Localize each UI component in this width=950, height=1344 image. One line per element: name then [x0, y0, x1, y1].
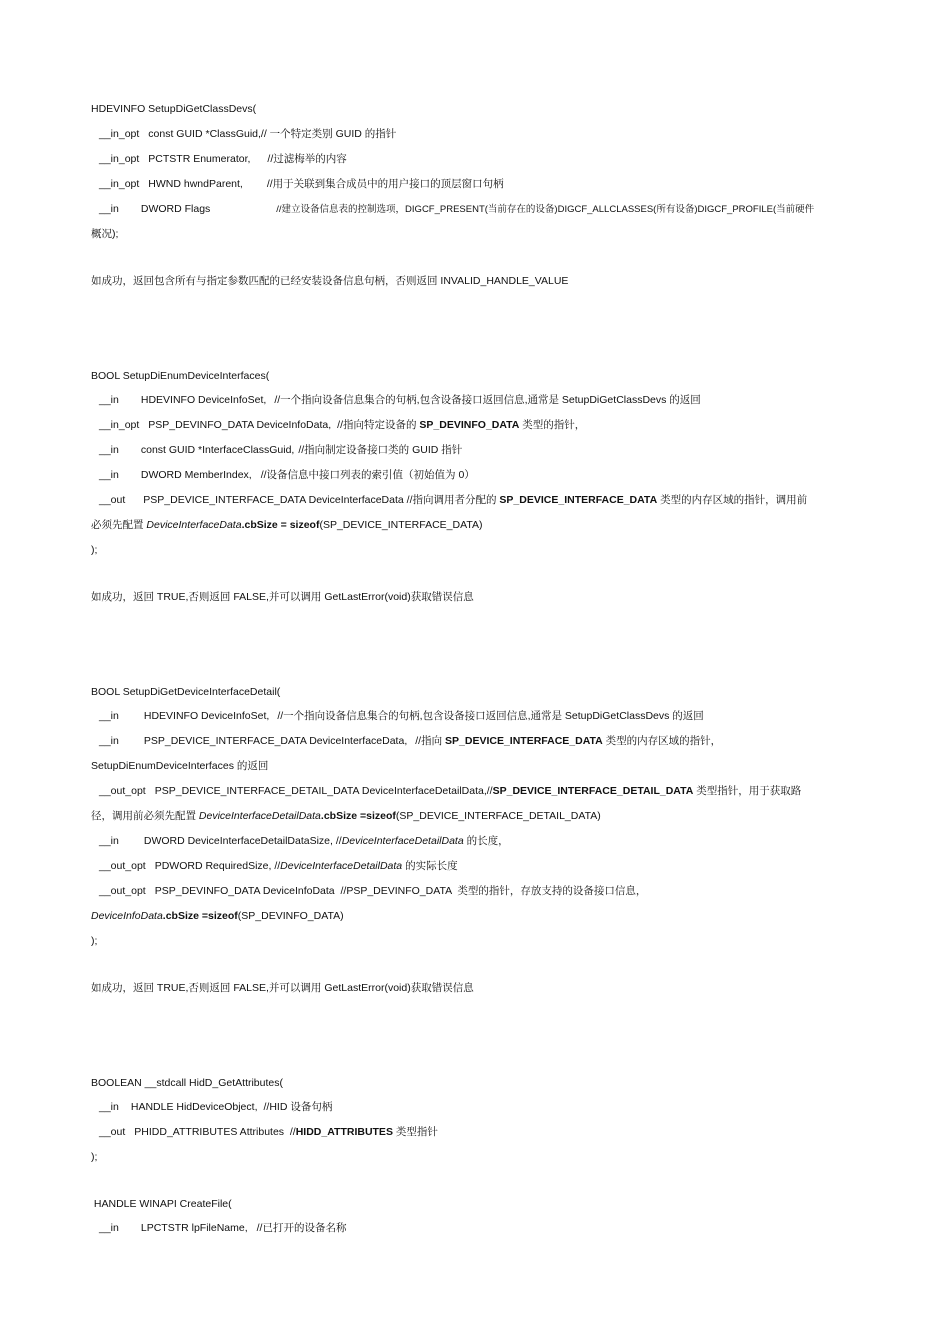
return-description: 如成功，返回包含所有与指定参数匹配的已经安装设备信息句柄，否则返回 INVALID_HANDLE_VALUE	[91, 275, 569, 287]
function-signature: BOOL SetupDiEnumDeviceInterfaces(	[91, 370, 270, 382]
param-continuation: 径，调用前必须先配置 DeviceInterfaceDetailData.cbSize =sizeof(SP_DEVICE_INTERFACE_DETAIL_DATA)	[91, 810, 601, 822]
param-line: __in PSP_DEVICE_INTERFACE_DATA DeviceInterfaceData, //指向 SP_DEVICE_INTERFACE_DATA 类型的内存区域的指针，	[99, 735, 722, 747]
param-continuation: 必须先配置 DeviceInterfaceData.cbSize = sizeof(SP_DEVICE_INTERFACE_DATA)	[91, 519, 483, 531]
param-line: __out_opt PSP_DEVINFO_DATA DeviceInfoData //PSP_DEVINFO_DATA 类型的指针，存放支持的设备接口信息，	[99, 885, 647, 897]
param-line: __in LPCTSTR lpFileName, //已打开的设备名称	[99, 1222, 347, 1234]
param-line: __in_opt const GUID *ClassGuid,// 一个特定类别 GUID 的指针	[99, 128, 397, 140]
closing-paren: );	[91, 935, 98, 947]
function-signature: BOOLEAN __stdcall HidD_GetAttributes(	[91, 1077, 283, 1089]
param-line: __in_opt PSP_DEVINFO_DATA DeviceInfoData, //指向特定设备的 SP_DEVINFO_DATA 类型的指针，	[99, 419, 586, 431]
param-line: __in DWORD DeviceInterfaceDetailDataSize, //DeviceInterfaceDetailData 的长度，	[99, 835, 509, 847]
function-signature: HANDLE WINAPI CreateFile(	[91, 1198, 232, 1210]
return-description: 如成功，返回 TRUE,否则返回 FALSE,并可以调用 GetLastError(void)获取错误信息	[91, 591, 474, 603]
param-line: __in HDEVINFO DeviceInfoSet, //一个指向设备信息集合的句柄,包含设备接口返回信息,通常是 SetupDiGetClassDevs 的返回	[99, 394, 701, 406]
param-line: __in_opt HWND hwndParent, //用于关联到集合成员中的用户接口的顶层窗口句柄	[99, 178, 504, 190]
param-line: __in HDEVINFO DeviceInfoSet, //一个指向设备信息集合的句柄,包含设备接口返回信息,通常是 SetupDiGetClassDevs 的返回	[99, 710, 704, 722]
param-continuation: DeviceInfoData.cbSize =sizeof(SP_DEVINFO_DATA)	[91, 910, 344, 922]
function-signature: BOOL SetupDiGetDeviceInterfaceDetail(	[91, 686, 281, 698]
param-line: __out_opt PDWORD RequiredSize, //DeviceInterfaceDetailData 的实际长度	[99, 860, 458, 872]
return-description: 如成功，返回 TRUE,否则返回 FALSE,并可以调用 GetLastError(void)获取错误信息	[91, 982, 474, 994]
function-signature: HDEVINFO SetupDiGetClassDevs(	[91, 103, 257, 115]
param-line: __in DWORD Flags //建立设备信息表的控制选项，DIGCF_PRESENT(当前存在的设备)DIGCF_ALLCLASSES(所有设备)DIGCF_PROFILE(当前硬件	[99, 203, 815, 215]
param-line: __in DWORD MemberIndex, //设备信息中接口列表的索引值（初始值为 0）	[99, 469, 475, 481]
closing-paren: );	[91, 1151, 98, 1163]
param-line: __out PSP_DEVICE_INTERFACE_DATA DeviceInterfaceData //指向调用者分配的 SP_DEVICE_INTERFACE_DATA 类型的内存区域的指针，调用前	[99, 494, 808, 506]
param-continuation: SetupDiEnumDeviceInterfaces 的返回	[91, 760, 269, 772]
param-continuation: 概况);	[91, 228, 119, 240]
param-line: __out_opt PSP_DEVICE_INTERFACE_DETAIL_DATA DeviceInterfaceDetailData,//SP_DEVICE_INTERFACE_DETAIL_DATA 类型指针，用于获取路	[99, 785, 802, 797]
param-line: __in_opt PCTSTR Enumerator, //过滤梅举的内容	[99, 153, 347, 165]
closing-paren: );	[91, 544, 98, 556]
param-line: __out PHIDD_ATTRIBUTES Attributes //HIDD_ATTRIBUTES 类型指针	[99, 1126, 438, 1138]
param-line: __in const GUID *InterfaceClassGuid, //指向制定设备接口类的 GUID 指针	[99, 444, 463, 456]
param-line: __in HANDLE HidDeviceObject, //HID 设备句柄	[99, 1101, 333, 1113]
